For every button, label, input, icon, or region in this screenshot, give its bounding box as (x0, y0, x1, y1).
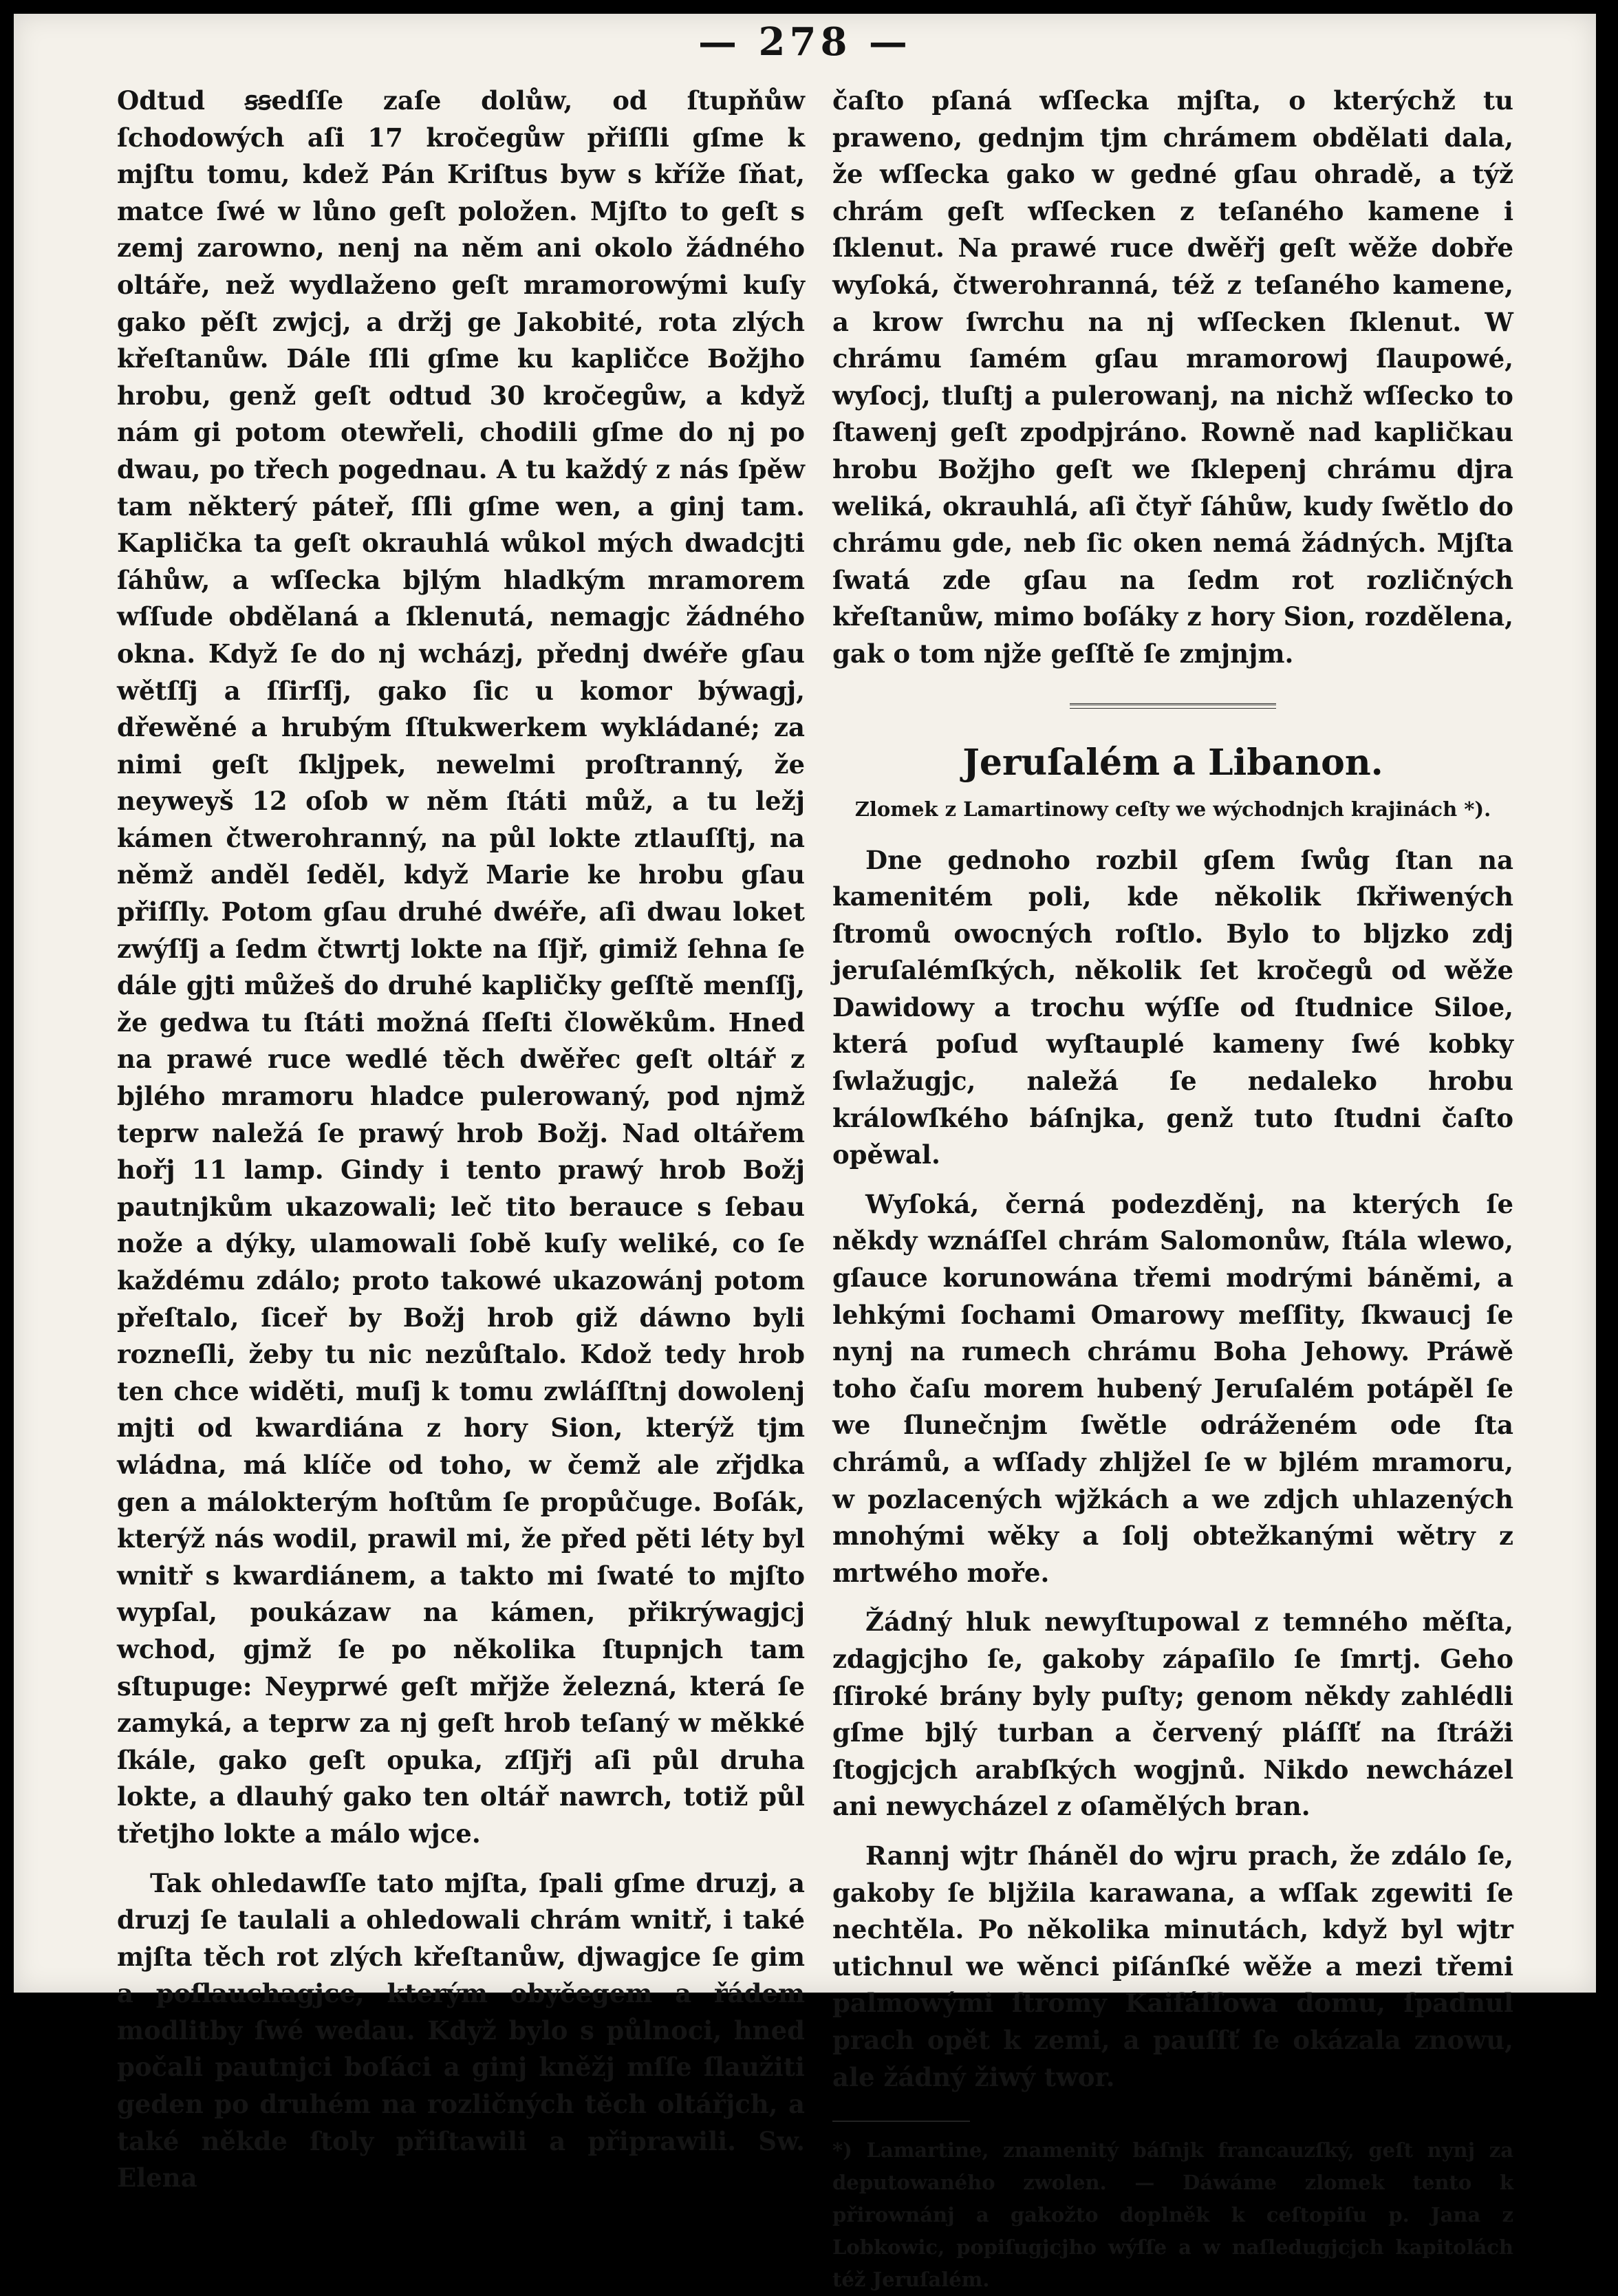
article-paragraph-3: Žádný hluk newyſtupowal z temného měſta, zdagjcjho ſe, gakoby zápaſilo ſe ſmrtj. Geho ſſiroké brány byly puſty; genom někdy zahlédli gſme bjlý turban a červený pláſſť na ſtráži ſtogjcjch arabſkých wogjnů. Nikdo newcházel ani newycházel z oſamělých bran. (832, 1607, 1513, 1822)
page-number: — 278 — (698, 19, 912, 65)
article-paragraph-4: Rannj wjtr ſháněl do wjru prach, že zdálo ſe, gakoby ſe bljžila karawana, a wſſak zgewiti ſe nechtěla. Po několika minutách, když byl wjtr utichnul we wěnci piſánſké wěže a mezi třemi palmowými ſtromy Kaifáſſowa domu, ſpadnul prach opět k zemi, a pauſſť ſe okázala znowu, ale žádný žiwý twor. (832, 1840, 1513, 2092)
article-paragraph-2: Wyſoká, černá podezděnj, na kterých ſe někdy wznáſſel chrám Salomonůw, ſtála wlewo, gſauce korunowána třemi modrými báněmi, a lehkými ſochami Omarowy meſſity, ſkwaucj ſe nynj na rumech chrámu Boha Jehowy. Práwě toho čaſu morem hubený Jeruſalém potápěl ſe we ſlunečnjm ſwětle odráženém ode ſta chrámů, a wſſady zhljžel ſe w bjlém mramoru, w pozlacených wjžkách a we zdjch uhlazených mnohými wěky a ſolj obtežkanými wětry z mrtwého moře. (832, 1188, 1513, 1588)
left-column (117, 83, 805, 2197)
footnote: *) Lamartine, znamenitý báſnjk francauzſký, geſt nynj za deputowaného zwolen. — Dáwáme zlomek tento k přirownánj a gakožto doplněk k ceſtopiſu p. Jana z Lobkowic, popiſugjcjho wýſſe a w naſledugjcjch kapitolách též Jeruſalém. (832, 2138, 1513, 2292)
right-top-paragraph: čaſto pſaná wſſecka mjſta, o kterýchž tu praweno, gednjm tjm chrámem obdělati dala, že wſſecka gako w gedné gſau ohradě, a týž chrám geſt wſſecken z teſaného kamene i ſklenut. Na prawé ruce dwěřj geſt wěže dobře wyſoká, čtwerohranná, též z teſaného kamene, a krow ſwrchu na nj wſſecken ſklenut. W chrámu ſamém gſau mramorowj ſlaupowé, wyſocj, tluſtj a pulerowanj, na nichž wſſecko to ſtawenj geſt zpodpjráno. Rowně nad kaplic̆kau hrobu Božjho geſt we ſklepenj chrámu djra weliká, okrauhlá, aſi čtyř ſáhůw, kudy ſwětlo do chrámu gde, neb ſic oken nemá žádných. Mjſta ſwatá zde gſau na ſedm rot rozličných křeſtanůw, mimo boſáky z hory Sion, rozdělena, gak o tom njže geſſtě ſe zmjnjm. (832, 85, 1513, 669)
footnote-rule (832, 2121, 970, 2122)
left-paragraph-2: Tak ohledawſſe tato mjſta, ſpali gſme druzj, a druzj ſe taulali a ohledowali chrám wnitř, i také mjſta těch rot zlých křeſtanůw, djwagjce ſe gim a poſlauchagjce, kterým obyčegem a řádem modlitby ſwé wedau. Když bylo s půlnoci, hned počali pautnjci boſáci a ginj kněžj mſſe ſlaužiti geden po druhém na rozličných těch oltářjch, a také někde ſtoly přiſtawili a připrawili. Sw. Elena (117, 1867, 805, 2193)
book-page (14, 14, 1596, 2292)
article-paragraph-1: Dne gednoho rozbil gſem ſwůg ſtan na kamenitém poli, kde několik ſkřiwených ſtromů owocných roſtlo. Bylo to bljzko zdj jeruſalémſkých, několik ſet kroc̆egů od wěže Dawidowy a trochu wýſſe od ſtudnice Siloe, která poſud wyſtauplé kameny ſwé kobky ſwlažugjc, naležá ſe nedaleko hrobu králowſkého báſnjka, genž tuto ſtudni čaſto opěwal. (832, 844, 1513, 1170)
right-column (832, 83, 1513, 2296)
article-subtitle: Zlomek z Lamartinowy ceſty we wýchodnjch krajinách *). (854, 797, 1491, 821)
article-title: Jeruſalém a Libanon. (962, 741, 1383, 784)
section-divider (1070, 703, 1276, 709)
left-paragraph-1: Odtud ꞩꞩedſſe zaſe dolůw, od ſtupňůw ſchodowých aſi 17 kroc̆egůw přiſſli gſme k mjſtu tomu, kdež Pán Kriſtus byw s kříže ſňat, matce ſwé w lůno geſt položen. Mjſto to geſt s zemj zarowno, nenj na něm ani okolo žádného oltáře, než wydlaženo geſt mramorowými kuſy gako pěſt zwjcj, a držj ge Jakobité, rota zlých křeſtanůw. Dále ſſli gſme ku kapličce Božjho hrobu, genž geſt odtud 30 kroc̆egůw, a když nám gi potom otewřeli, chodili gſme do nj po dwau, po třech pogednau. A tu každý z nás ſpěw tam některý páteř, ſſli gſme wen, a ginj tam. Kaplic̆ka ta geſt okrauhlá wůkol mých dwadcjti ſáhůw, a wſſecka bjlým hladkým mramorem wſſude obdělaná a ſklenutá, nemagjc žádného okna. Když ſe do nj wcházj, přednj dwéře gſau wětſſj a ſſirſſj, gako ſic u komor býwagj, dřewěné a hrubým ſſtukwerkem wykládané; za nimi geſt ſkljpek, newelmi proſtranný, že neyweyš 12 oſob w něm ſtáti můž, a tu ležj kámen čtwerohranný, na půl lokte ztlauſſtj, na němž anděl ſeděl, když Marie ke hrobu gſau přiſſly. Potom gſau druhé dwéře, aſi dwau loket zwýſſj a ſedm čtwrtj lokte na ſſjř, gimiž ſehna ſe dále gjti můžeš do druhé kapličky geſſtě menſſj, že gedwa tu ſtáti možná ſſeſti člowěkům. Hned na prawé ruce wedlé těch dwěřec geſt oltář z bjlého mramoru hladce pulerowaný, pod njmž teprw naležá ſe prawý hrob Božj. Nad oltářem hořj 11 lamp. Gindy i tento prawý hrob Božj pautnjkům ukazowali; leč tito berauce s ſebau nože a dýky, ulamowali ſobě kuſy weliké, co ſe každému zdálo; proto takowé ukazowánj potom přeſtalo, ſiceř by Božj hrob giž dáwno byli rozneſli, žeby tu nic nezůſtalo. Kdož tedy hrob ten chce widěti, muſj k tomu zwláſſtnj dowolenj mjti od kwardiána z hory Sion, kterýž tjm wládna, má klíče od toho, w čemž ale zřjdka gen a málokterým hoſtům ſe propůčuge. Boſák, kterýž nás wodil, prawil mi, že před pěti léty byl wnitř s kwardiánem, a takto mi ſwaté to mjſto wypſal, poukázaw na kámen, přikrýwagjcj wchod, gjmž ſe po několika ſtupnjch tam sſtupuge: Neyprwé geſt mřjže železná, která ſe zamyká, a teprw za nj geſt hrob teſaný w měkké ſkále, gako geſt opuka, zſſjřj aſi půl druha lokte, a dlauhý gako ten oltář nawrch, totiž půl třetjho lokte a málo wjce. (117, 85, 805, 1849)
